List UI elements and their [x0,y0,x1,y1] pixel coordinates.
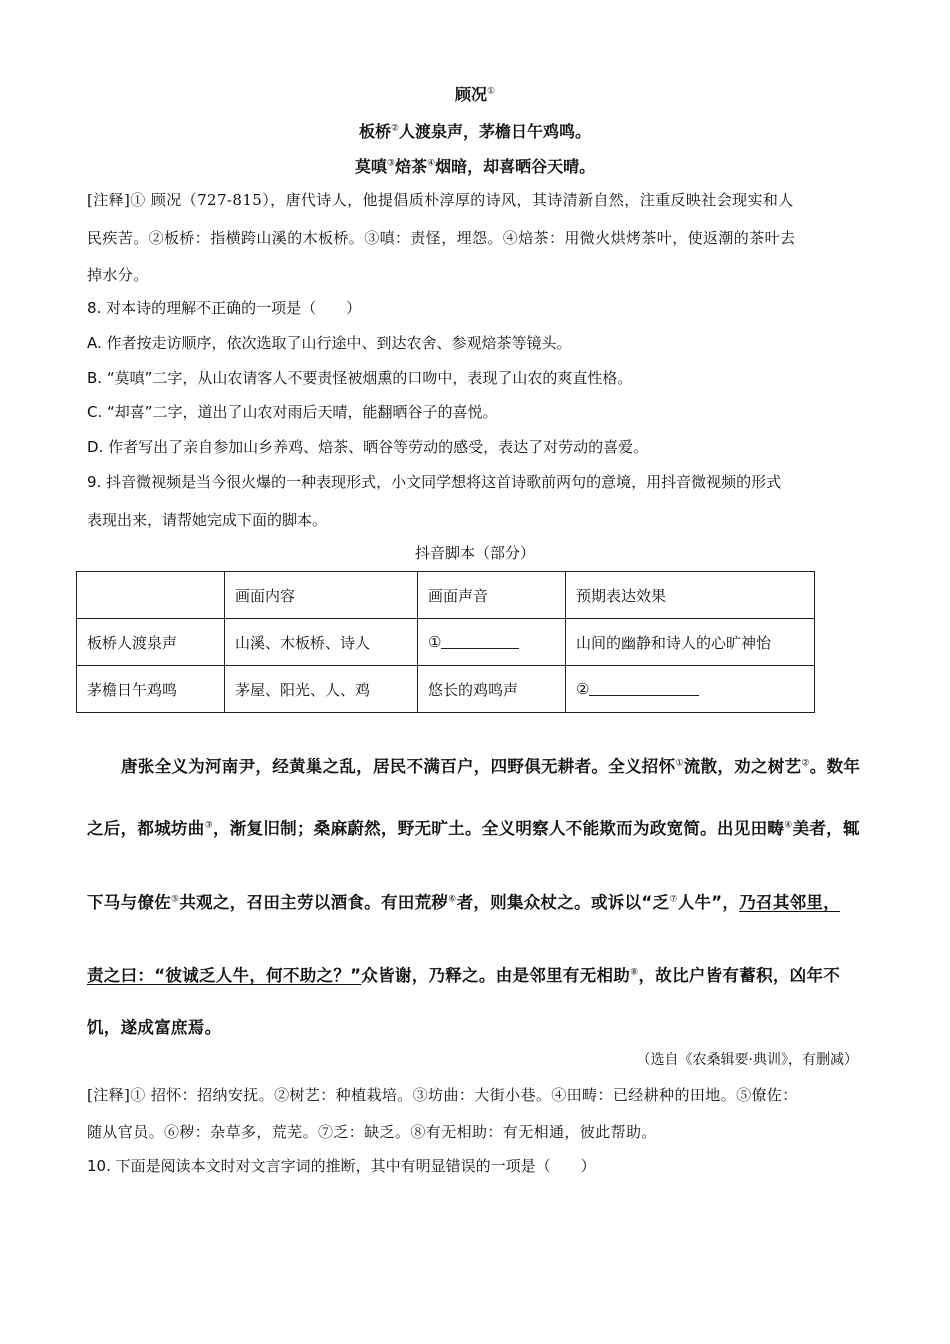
table-cell: 茅檐日午鸡鸣 [77,666,225,713]
poem-note-line: 民疾苦。②板桥：指横跨山溪的木板桥。③嗔：责怪，埋怨。④焙茶：用微火烘烤茶叶，使返潮的茶叶去 [87,229,796,247]
poem-text: 焙茶 [394,157,427,176]
passage-text: 之后，都城坊曲 [87,819,205,838]
footnote-marker: ③ [204,820,213,831]
passage-line-4 [87,962,840,986]
footnote-marker: ④ [784,820,793,831]
passage-text: 唐张全义为河南尹，经黄巢之乱，居民不满百户，四野俱无耕者。全义招怀 [121,757,676,776]
poem-text: 莫嗔 [354,157,387,176]
table-row [77,619,815,666]
footnote-marker: ⑦ [669,894,678,905]
footnote-marker: ② [390,123,400,134]
table-cell: 茅屋、阳光、人、鸡 [225,666,418,713]
question-9-stem-line: 9. 抖音微视频是当今很火爆的一种表现形式，小文同学想将这首诗歌前两句的意境，用抖音微视频的形式 [87,473,782,491]
passage-text: 美者，辄 [792,819,860,838]
poem-text: 板桥 [358,122,391,141]
table-row [77,666,815,713]
passage-text: 流散，劝之树艺 [683,757,802,776]
table-cell: 板桥人渡泉声 [77,619,225,666]
table-cell: 山间的幽静和诗人的心旷神怡 [566,619,815,666]
question-8-option-c: C. “却喜”二字，道出了山农对雨后天晴，能翻晒谷子的喜悦。 [87,403,498,421]
table-cell-answer-2 [566,666,815,713]
underlined-sentence: 乃召其邻里， [739,893,841,912]
footnote-marker: ④ [427,158,436,169]
passage-line-2 [87,815,860,839]
passage-text: 。数年 [809,757,861,776]
table-header-cell: 画面内容 [225,572,418,619]
question-8-stem: 8. 对本诗的理解不正确的一项是（ ） [87,299,362,317]
footnote-marker: ⑧ [630,967,639,978]
underlined-sentence: 责之曰：“彼诚乏人牛，何不助之？” [87,966,362,985]
blank-label: ① [428,633,442,651]
footnote-marker: ⑤ [171,894,180,905]
passage-text: 共观之，召田主劳以酒食。有田荒秽 [179,893,449,912]
question-8-option-d: D. 作者写出了亲自参加山乡养鸡、焙茶、晒谷等劳动的感受，表达了对劳动的喜爱。 [87,438,649,456]
question-8-option-b: B. “莫嗔”二字，从山农请客人不要责怪被烟熏的口吻中，表现了山农的爽直性格。 [87,369,633,387]
question-10-stem: 10. 下面是阅读本文时对文言字词的推断，其中有明显错误的一项是（ ） [87,1157,596,1175]
footnote-marker: ① [675,758,684,769]
poem-text: 烟暗，却喜晒谷天晴。 [435,157,596,176]
passage-note-line: [注释]① 招怀：招纳安抚。②树艺：种植栽培。③坊曲：大街小巷。④田畴：已经耕种的田地。⑤僚佐： [87,1086,798,1104]
passage-text: 人牛”， [677,893,740,912]
answer-blank-2[interactable] [589,681,699,696]
passage-text: ，渐复旧制；桑麻蔚然，野无旷土。全义明察人不能欺而为政宽简。出见田畴 [212,819,785,838]
question-8-option-a: A. 作者按走访顺序，依次选取了山行途中、到达农舍、参观焙茶等镜头。 [87,334,572,352]
passage-text: 众皆谢，乃释之。由是邻里有无相助 [361,966,631,985]
poem-title: 顾况 [454,85,487,104]
poem-line-2 [0,154,950,177]
poem-note-line: [注释]① 顾况（727-815），唐代诗人，他提倡质朴淳厚的诗风，其诗清新自然，注重反映社会现实和人 [87,191,794,209]
table-cell: 悠长的鸡鸣声 [418,666,566,713]
table-cell: 山溪、木板桥、诗人 [225,619,418,666]
passage-text: 者，则集众杖之。或诉以“乏 [456,893,670,912]
table-header-cell: 预期表达效果 [566,572,815,619]
table-cell-answer-1 [418,619,566,666]
answer-blank-1[interactable] [441,634,519,649]
passage-text: 下马与僚佐 [87,893,171,912]
footnote-marker: ③ [386,158,395,169]
passage-source: （选自《农桑辑要·典训》，有删减） [636,1052,858,1068]
footnote-marker: ⑥ [448,894,457,905]
table-header-cell [77,572,225,619]
footnote-marker: ② [801,758,810,769]
poem-note-line: 掉水分。 [87,266,149,284]
passage-line-5: 饥，遂成富庶焉。 [87,1018,222,1037]
poem-text: 人渡泉声，茅檐日午鸡鸣。 [399,122,592,141]
script-table [76,571,815,713]
blank-label: ② [576,680,590,698]
question-9-stem-line: 表现出来，请帮她完成下面的脚本。 [87,511,328,529]
passage-note-line: 随从官员。⑥秽：杂草多，荒芜。⑦乏：缺乏。⑧有无相助：有无相通，彼此帮助。 [87,1123,657,1141]
passage-line-3 [87,889,840,913]
footnote-marker: ① [486,86,496,97]
table-caption: 抖音脚本（部分） [414,544,535,562]
poem-author-title [0,82,950,105]
table-header-row [77,572,815,619]
poem-line-1 [0,119,950,142]
passage-text: ，故比户皆有蓄积，凶年不 [638,966,841,985]
passage-line-1 [121,753,860,777]
table-header-cell: 画面声音 [418,572,566,619]
